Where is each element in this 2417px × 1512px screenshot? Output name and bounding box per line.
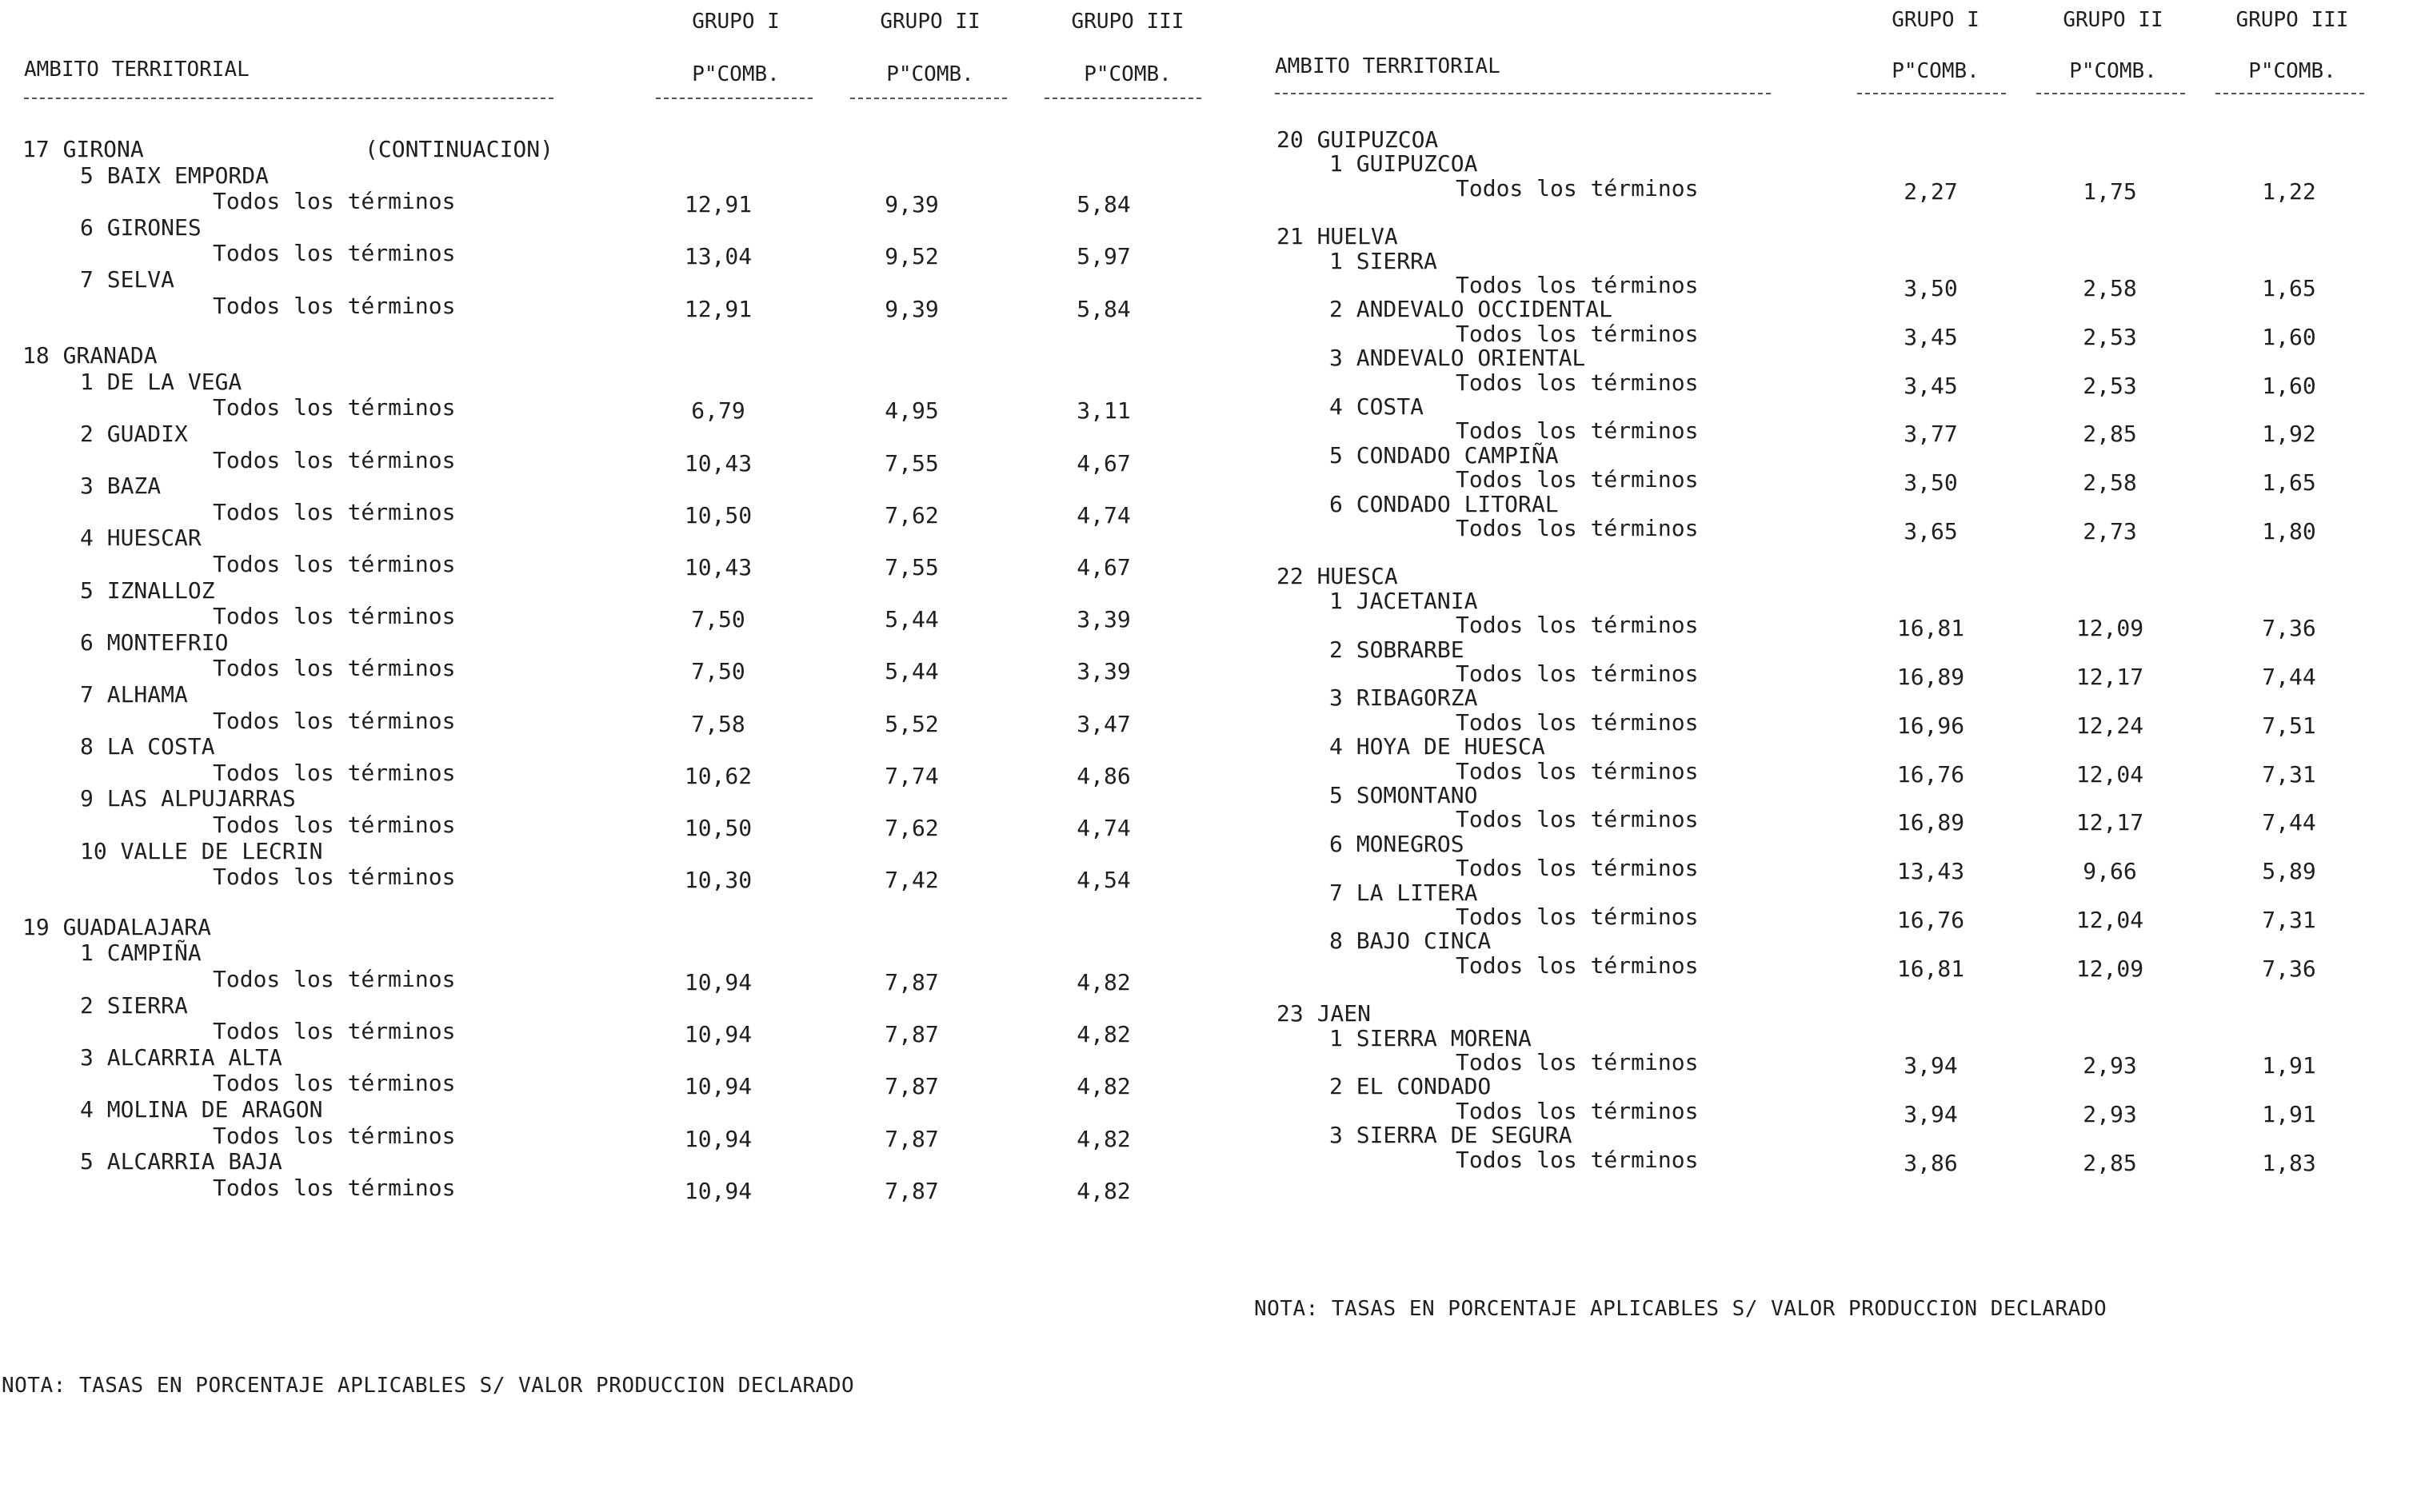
header-pcomb-iii-right: P"COMB. (2248, 59, 2336, 83)
comarca-row (1232, 636, 2417, 662)
rate-grupo-1: 12,91 (684, 191, 753, 218)
rate-grupo-2: 12,04 (2075, 907, 2144, 933)
comarca-row (0, 473, 1232, 498)
term-label: Todos los términos (213, 551, 456, 577)
rate-grupo-1: 3,50 (1904, 275, 1958, 301)
comarca-row (0, 940, 1232, 965)
comarca-name: 6 GIRONES (80, 213, 202, 241)
comarca-name: 3 BAZA (80, 473, 162, 500)
term-row (1232, 904, 2417, 933)
rate-grupo-3: 1,22 (2262, 178, 2316, 205)
term-label: Todos los términos (213, 759, 456, 786)
comarca-row (0, 214, 1232, 240)
comarca-name: 1 JACETANIA (1329, 587, 1478, 614)
header-rule-ambito (24, 98, 553, 99)
rate-grupo-3: 5,97 (1077, 243, 1131, 270)
header-rule-ii (850, 98, 1007, 99)
rate-grupo-2: 2,93 (2083, 1100, 2137, 1127)
term-label: Todos los términos (213, 1122, 456, 1149)
term-label: Todos los términos (213, 292, 456, 319)
term-row (1232, 174, 2417, 205)
rate-grupo-3: 4,82 (1077, 969, 1131, 995)
rate-grupo-2: 9,66 (2083, 858, 2137, 885)
province-row (0, 136, 1232, 162)
province-name: 23 JAEN (1276, 1000, 1372, 1027)
term-row (1232, 855, 2417, 885)
comarca-name: 5 CONDADO CAMPIÑA (1329, 441, 1559, 469)
term-row (0, 864, 1232, 894)
comarca-name: 4 HOYA DE HUESCA (1329, 733, 1545, 760)
term-label: Todos los términos (1456, 1146, 1699, 1173)
comarca-name: 1 SIERRA MORENA (1329, 1024, 1532, 1051)
term-label: Todos los términos (1456, 320, 1699, 347)
rate-grupo-2: 5,44 (885, 606, 939, 633)
rate-grupo-1: 3,65 (1904, 518, 1958, 545)
header-grupo-ii: GRUPO II (880, 10, 981, 34)
rate-grupo-2: 2,58 (2083, 469, 2137, 497)
rate-grupo-3: 3,11 (1077, 397, 1131, 425)
rate-grupo-2: 7,87 (885, 1177, 939, 1204)
rate-grupo-1: 10,94 (684, 1125, 753, 1152)
province-name: 20 GUIPUZCOA (1276, 126, 1439, 153)
rate-grupo-3: 4,86 (1077, 762, 1131, 789)
term-label: Todos los términos (213, 394, 456, 421)
rate-grupo-2: 7,62 (885, 501, 939, 529)
comarca-row (1232, 928, 2417, 953)
rate-grupo-2: 9,39 (885, 295, 939, 322)
rate-grupo-3: 1,60 (2262, 323, 2316, 350)
rate-grupo-1: 10,43 (684, 449, 753, 477)
comarca-name: 2 GUADIX (80, 421, 188, 447)
comarca-row (0, 629, 1232, 655)
province-row (1232, 126, 2417, 152)
rate-grupo-2: 12,09 (2075, 615, 2144, 642)
rate-grupo-3: 1,91 (2262, 1100, 2316, 1127)
comarca-name: 7 LA LITERA (1329, 879, 1478, 906)
comarca-row (0, 421, 1232, 446)
rate-grupo-1: 7,58 (691, 710, 745, 737)
rate-grupo-2: 7,55 (885, 449, 939, 477)
header-grupo-ii-right: GRUPO II (2063, 8, 2163, 32)
rate-grupo-2: 2,85 (2083, 421, 2137, 448)
header-grupo-iii-right: GRUPO III (2235, 8, 2349, 32)
term-row (1232, 466, 2417, 497)
term-label: Todos los términos (1456, 951, 1699, 979)
comarca-name: 2 EL CONDADO (1329, 1073, 1492, 1100)
header-rule-ii-right (2036, 93, 2185, 94)
comarca-name: 2 SOBRARBE (1329, 636, 1464, 663)
term-label: Todos los términos (1456, 708, 1699, 736)
comarca-row (1232, 491, 2417, 517)
province-name: 19 GUADALAJARA (22, 913, 212, 940)
term-row (1232, 515, 2417, 545)
comarca-name: 5 SOMONTANO (1329, 782, 1478, 808)
rate-grupo-3: 5,89 (2262, 858, 2316, 885)
rate-grupo-3: 4,82 (1077, 1021, 1131, 1048)
rate-grupo-3: 4,74 (1077, 501, 1131, 529)
term-row (1232, 708, 2417, 739)
term-label: Todos los términos (213, 1174, 456, 1201)
province-row (1232, 563, 2417, 588)
term-row (1232, 660, 2417, 690)
rate-grupo-3: 7,44 (2262, 809, 2316, 836)
comarca-name: 2 ANDEVALO OCCIDENTAL (1329, 296, 1613, 323)
comarca-row (0, 162, 1232, 188)
rate-grupo-1: 10,50 (684, 815, 753, 841)
rate-grupo-1: 16,89 (1896, 664, 1965, 690)
rate-grupo-1: 10,30 (684, 867, 753, 894)
comarca-name: 6 MONEGROS (1329, 830, 1464, 857)
comarca-name: 1 GUIPUZCOA (1329, 150, 1478, 178)
province-row (1232, 1000, 2417, 1026)
rate-grupo-2: 2,58 (2083, 275, 2137, 301)
comarca-row (1232, 684, 2417, 710)
comarca-name: 3 SIERRA DE SEGURA (1329, 1122, 1572, 1149)
rate-grupo-1: 2,27 (1904, 178, 1958, 205)
continuation-note: (CONTINUACION) (365, 136, 554, 162)
term-label: Todos los términos (213, 240, 456, 267)
comarca-row (1232, 1025, 2417, 1051)
comarca-name: 8 BAJO CINCA (1329, 928, 1492, 955)
province-name: 17 GIRONA (22, 136, 144, 162)
term-row (1232, 757, 2417, 788)
header-pcomb-i-right: P"COMB. (1892, 59, 1980, 83)
rate-grupo-3: 1,80 (2262, 518, 2316, 545)
province-row (1232, 223, 2417, 249)
header-pcomb-i: P"COMB. (692, 62, 780, 86)
term-label: Todos los términos (1456, 515, 1699, 541)
province-row (0, 914, 1232, 940)
comarca-row (0, 266, 1232, 292)
right-table (1232, 0, 2417, 1512)
rate-grupo-1: 13,43 (1896, 858, 1965, 885)
rate-grupo-3: 3,39 (1077, 606, 1131, 633)
comarca-name: 7 SELVA (80, 266, 175, 293)
rate-grupo-3: 1,83 (2262, 1149, 2316, 1176)
header-rule-ambito-right (1275, 93, 1771, 94)
comarca-row (1232, 588, 2417, 613)
comarca-row (0, 525, 1232, 550)
term-label: Todos los términos (213, 966, 456, 992)
term-row (0, 498, 1232, 529)
rate-grupo-2: 2,53 (2083, 372, 2137, 399)
rate-grupo-1: 7,50 (691, 606, 745, 633)
header-grupo-i: GRUPO I (692, 10, 780, 34)
header-pcomb-iii: P"COMB. (1084, 62, 1172, 86)
comarca-row (1232, 831, 2417, 856)
term-row (1232, 320, 2417, 350)
rate-grupo-3: 1,65 (2262, 275, 2316, 301)
rate-grupo-1: 10,50 (684, 501, 753, 529)
comarca-name: 2 SIERRA (80, 991, 188, 1019)
rate-grupo-1: 3,77 (1904, 421, 1958, 448)
header-grupo-iii: GRUPO III (1071, 10, 1185, 34)
rate-grupo-2: 12,17 (2075, 809, 2144, 836)
term-row (0, 1070, 1232, 1100)
term-label: Todos los términos (213, 446, 456, 473)
comarca-name: 3 ALCARRIA ALTA (80, 1043, 282, 1071)
rate-grupo-3: 7,31 (2262, 760, 2316, 788)
term-label: Todos los términos (213, 1018, 456, 1045)
rate-grupo-3: 1,92 (2262, 421, 2316, 448)
rate-grupo-1: 3,45 (1904, 372, 1958, 399)
rate-grupo-3: 3,39 (1077, 658, 1131, 685)
rate-grupo-1: 3,94 (1904, 1052, 1958, 1079)
rate-grupo-3: 1,60 (2262, 372, 2316, 399)
comarca-row (1232, 296, 2417, 321)
term-row (1232, 1049, 2417, 1079)
term-row (0, 188, 1232, 218)
rate-grupo-1: 10,94 (684, 1177, 753, 1204)
rate-grupo-2: 5,44 (885, 658, 939, 685)
term-label: Todos los términos (213, 812, 456, 838)
rate-grupo-2: 9,39 (885, 191, 939, 218)
rate-grupo-3: 7,36 (2262, 615, 2316, 642)
rate-grupo-1: 10,62 (684, 762, 753, 789)
term-row (0, 240, 1232, 270)
term-row (0, 292, 1232, 322)
comarca-row (1232, 782, 2417, 808)
header-grupo-i-right: GRUPO I (1892, 8, 1980, 32)
term-label: Todos los términos (1456, 1049, 1699, 1075)
comarca-name: 1 CAMPIÑA (80, 940, 202, 967)
comarca-row (1232, 442, 2417, 468)
comarca-name: 6 MONTEFRIO (80, 628, 229, 656)
rate-grupo-1: 3,50 (1904, 469, 1958, 497)
rate-grupo-3: 7,36 (2262, 955, 2316, 982)
comarca-row (0, 992, 1232, 1018)
rate-grupo-3: 7,44 (2262, 664, 2316, 690)
comarca-row (1232, 880, 2417, 905)
term-row (1232, 1146, 2417, 1176)
comarca-row (0, 369, 1232, 394)
comarca-name: 5 ALCARRIA BAJA (80, 1148, 282, 1175)
comarca-name: 3 RIBAGORZA (1329, 684, 1478, 712)
comarca-row (0, 681, 1232, 707)
comarca-row (0, 733, 1232, 759)
rate-grupo-1: 16,81 (1896, 955, 1965, 982)
comarca-row (1232, 1122, 2417, 1147)
term-label: Todos los términos (213, 498, 456, 525)
rate-grupo-1: 16,89 (1896, 809, 1965, 836)
rate-grupo-2: 2,73 (2083, 518, 2137, 545)
rate-grupo-1: 3,86 (1904, 1149, 1958, 1176)
rate-grupo-2: 2,53 (2083, 323, 2137, 350)
header-pcomb-ii: P"COMB. (886, 62, 974, 86)
rate-grupo-2: 12,04 (2075, 760, 2144, 788)
term-row (1232, 272, 2417, 301)
term-label: Todos los términos (213, 188, 456, 215)
province-name: 22 HUESCA (1276, 563, 1398, 590)
province-row (0, 342, 1232, 368)
province-name: 21 HUELVA (1276, 223, 1398, 250)
rate-grupo-3: 3,47 (1077, 710, 1131, 737)
rate-grupo-3: 4,67 (1077, 449, 1131, 477)
rate-grupo-3: 4,82 (1077, 1073, 1131, 1100)
rate-grupo-1: 10,43 (684, 554, 753, 580)
rate-grupo-2: 4,95 (885, 397, 939, 425)
term-row (0, 551, 1232, 580)
rate-grupo-2: 7,87 (885, 1021, 939, 1048)
term-label: Todos los términos (1456, 417, 1699, 445)
term-row (0, 812, 1232, 841)
comarca-row (0, 1096, 1232, 1122)
comarca-name: 8 LA COSTA (80, 733, 215, 760)
term-row (1232, 369, 2417, 399)
term-label: Todos los términos (213, 655, 456, 682)
rate-grupo-2: 7,74 (885, 762, 939, 789)
term-label: Todos los términos (1456, 369, 1699, 396)
rate-grupo-1: 3,45 (1904, 323, 1958, 350)
rate-grupo-2: 7,55 (885, 554, 939, 580)
rate-grupo-2: 5,52 (885, 710, 939, 737)
term-row (0, 759, 1232, 789)
term-row (0, 1122, 1232, 1152)
province-name: 18 GRANADA (22, 342, 158, 369)
term-row (0, 1174, 1232, 1204)
comarca-name: 4 COSTA (1329, 393, 1424, 420)
rate-grupo-2: 7,87 (885, 1073, 939, 1100)
rate-grupo-1: 6,79 (691, 397, 745, 425)
rate-grupo-1: 10,94 (684, 1021, 753, 1048)
comarca-name: 1 SIERRA (1329, 247, 1437, 274)
term-label: Todos los términos (1456, 1097, 1699, 1124)
term-label: Todos los términos (213, 1070, 456, 1097)
header-pcomb-ii-right: P"COMB. (2069, 59, 2157, 83)
comarca-row (0, 577, 1232, 603)
term-label: Todos los términos (1456, 466, 1699, 493)
term-label: Todos los términos (1456, 855, 1699, 882)
header-rule-i-right (1857, 93, 2006, 94)
term-label: Todos los términos (1456, 272, 1699, 298)
comarca-name: 4 MOLINA DE ARAGON (80, 1096, 323, 1123)
comarca-row (1232, 150, 2417, 176)
comarca-row (0, 1148, 1232, 1174)
rate-grupo-1: 16,76 (1896, 760, 1965, 788)
comarca-row (0, 1044, 1232, 1070)
header-rule-iii-right (2215, 93, 2364, 94)
rate-grupo-2: 12,17 (2075, 664, 2144, 690)
rate-grupo-1: 16,81 (1896, 615, 1965, 642)
rate-grupo-3: 7,31 (2262, 907, 2316, 933)
nota-left: NOTA: TASAS EN PORCENTAJE APLICABLES S/ VALOR PRODUCCION DECLARADO (2, 1374, 855, 1398)
term-row (1232, 951, 2417, 982)
comarca-name: 5 IZNALLOZ (80, 576, 215, 604)
rate-grupo-3: 4,74 (1077, 815, 1131, 841)
comarca-row (1232, 1073, 2417, 1099)
comarca-name: 9 LAS ALPUJARRAS (80, 785, 296, 812)
term-label: Todos los términos (1456, 757, 1699, 784)
rate-grupo-2: 7,87 (885, 969, 939, 995)
rate-grupo-1: 16,76 (1896, 907, 1965, 933)
term-row (0, 446, 1232, 477)
rate-grupo-1: 10,94 (684, 969, 753, 995)
term-row (0, 966, 1232, 995)
term-row (0, 394, 1232, 425)
rate-grupo-3: 1,65 (2262, 469, 2316, 497)
header-ambito-territorial-right: AMBITO TERRITORIAL (1275, 54, 1500, 78)
header-rule-i (656, 98, 813, 99)
rate-grupo-2: 9,52 (885, 243, 939, 270)
rate-grupo-3: 5,84 (1077, 191, 1131, 218)
comarca-name: 6 CONDADO LITORAL (1329, 490, 1559, 517)
comarca-name: 1 DE LA VEGA (80, 368, 242, 395)
header-ambito-territorial: AMBITO TERRITORIAL (24, 58, 250, 82)
term-label: Todos los términos (213, 603, 456, 630)
rate-grupo-1: 16,96 (1896, 712, 1965, 739)
term-row (0, 1018, 1232, 1048)
rate-grupo-2: 12,09 (2075, 955, 2144, 982)
term-row (1232, 806, 2417, 836)
comarca-name: 10 VALLE DE LECRIN (80, 837, 323, 864)
rate-grupo-2: 7,87 (885, 1125, 939, 1152)
rate-grupo-2: 1,75 (2083, 178, 2137, 205)
header-rule-iii (1045, 98, 1201, 99)
rate-grupo-3: 4,67 (1077, 554, 1131, 580)
term-row (0, 655, 1232, 685)
term-row (1232, 1097, 2417, 1127)
rate-grupo-2: 2,85 (2083, 1149, 2137, 1176)
comarca-row (0, 838, 1232, 864)
rate-grupo-3: 1,91 (2262, 1052, 2316, 1079)
term-label: Todos los términos (1456, 806, 1699, 833)
term-row (1232, 417, 2417, 448)
rate-grupo-3: 4,82 (1077, 1125, 1131, 1152)
rate-grupo-2: 2,93 (2083, 1052, 2137, 1079)
comarca-name: 4 HUESCAR (80, 525, 202, 552)
rate-grupo-3: 4,82 (1077, 1177, 1131, 1204)
comarca-name: 3 ANDEVALO ORIENTAL (1329, 345, 1586, 372)
comarca-name: 7 ALHAMA (80, 681, 188, 708)
rate-grupo-1: 13,04 (684, 243, 753, 270)
rate-grupo-1: 10,94 (684, 1073, 753, 1100)
comarca-name: 5 BAIX EMPORDA (80, 162, 270, 189)
term-row (1232, 612, 2417, 642)
term-label: Todos los términos (1456, 660, 1699, 687)
term-label: Todos los términos (213, 864, 456, 891)
rate-grupo-1: 7,50 (691, 658, 745, 685)
rate-grupo-3: 7,51 (2262, 712, 2316, 739)
term-label: Todos los términos (1456, 904, 1699, 930)
rate-grupo-2: 12,24 (2075, 712, 2144, 739)
rate-grupo-2: 7,62 (885, 815, 939, 841)
nota-right: NOTA: TASAS EN PORCENTAJE APLICABLES S/ VALOR PRODUCCION DECLARADO (1254, 1297, 2107, 1321)
term-row (0, 707, 1232, 737)
term-label: Todos los términos (213, 707, 456, 734)
rate-grupo-2: 7,42 (885, 867, 939, 894)
term-label: Todos los términos (1456, 612, 1699, 639)
comarca-row (1232, 733, 2417, 759)
comarca-row (1232, 393, 2417, 419)
comarca-row (0, 785, 1232, 811)
rate-grupo-3: 4,54 (1077, 867, 1131, 894)
comarca-row (1232, 248, 2417, 273)
term-row (0, 603, 1232, 633)
comarca-row (1232, 345, 2417, 370)
rate-grupo-1: 3,94 (1904, 1100, 1958, 1127)
term-label: Todos los términos (1456, 174, 1699, 201)
rate-grupo-3: 5,84 (1077, 295, 1131, 322)
rate-grupo-1: 12,91 (684, 295, 753, 322)
